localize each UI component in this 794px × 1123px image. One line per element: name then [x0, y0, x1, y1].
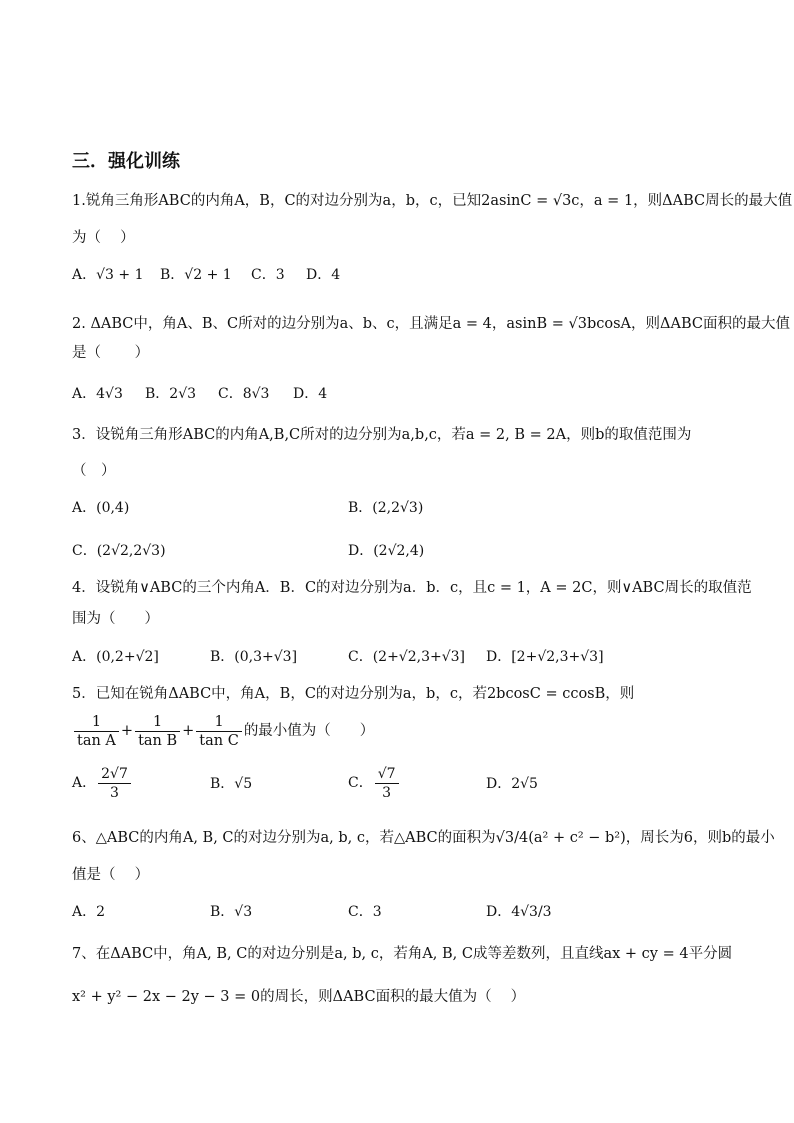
- fraction-1-over-tan-c: $\frac{1}{\text{tan C}}$: [196, 713, 242, 750]
- question-7-line-1: 7、在ΔABC中，角A, B, C的对边分别是a, b, c，若角A, B, C成等差数列，且直线ax + cy = 4平分圆: [72, 946, 733, 962]
- question-6-line-2: 值是（ ）: [72, 867, 150, 883]
- question-5-option-d: D．2√5: [486, 776, 538, 792]
- question-4-line-1: 4．设锐角∨ABC的三个内角A．B．C的对边分别为a．b．c，且c = 1，A = 2C，则∨ABC周长的取值范: [72, 580, 752, 596]
- fraction-1-over-tan-a: $\frac{1}{\text{tan A}}$: [74, 713, 119, 750]
- question-6-option-c: C．3: [348, 904, 382, 920]
- question-6-option-d: D．4√3/3: [486, 904, 552, 920]
- question-5-line-1: 5．已知在锐角ΔABC中，角A，B，C的对边分别为a，b，c，若2bcosC = ccosB，则: [72, 686, 635, 702]
- question-6-option-b: B．√3: [210, 904, 253, 920]
- question-5-option-c: C． $\frac{√7}{3}$: [348, 764, 401, 802]
- question-3-option-c: C．(2√2,2√3): [72, 543, 166, 559]
- question-1-option-a: A．√3 + 1: [72, 267, 144, 283]
- question-1-option-c: C．3: [251, 267, 285, 283]
- question-4-option-c: C．(2+√2,3+√3]: [348, 649, 466, 665]
- question-4-option-a: A．(0,2+√2]: [72, 649, 159, 665]
- question-4-line-2: 围为（ ）: [72, 611, 159, 627]
- question-3-line-2: （ ）: [72, 463, 116, 479]
- question-4-option-d: D．[2+√2,3+√3]: [486, 649, 604, 665]
- question-5-option-b: B．√5: [210, 776, 253, 792]
- question-6-option-a: A．2: [72, 904, 106, 920]
- section-title: 三．强化训练: [72, 151, 180, 172]
- question-5-option-a: A． $\frac{2√7}{3}$: [72, 764, 133, 802]
- fraction-1-over-tan-b: $\frac{1}{\text{tan B}}$: [135, 713, 180, 750]
- question-2-option-d: D．4: [293, 386, 328, 402]
- question-1-line-2: 为（ ）: [72, 230, 135, 246]
- question-2-option-b: B．2√3: [145, 386, 197, 402]
- question-3-option-b: B．(2,2√3): [348, 500, 424, 516]
- question-1-option-d: D．4: [306, 267, 341, 283]
- question-2-option-a: A．4√3: [72, 386, 123, 402]
- question-5-line-2: $\frac{1}{\text{tan A}}$ + $\frac{1}{\text{tan B}}$ + $\frac{1}{\text{tan C}}$ 的最小值为（ ）: [72, 712, 374, 750]
- question-1-option-b: B．√2 + 1: [160, 267, 232, 283]
- question-1-line-1: 1.锐角三角形ABC的内角A，B，C的对边分别为a，b，c，已知2asinC = √3c，a = 1，则ΔABC周长的最大值: [72, 193, 793, 209]
- question-2-line-2: 是（ ）: [72, 345, 150, 361]
- question-2-option-c: C．8√3: [218, 386, 270, 402]
- question-2-line-1: 2. ΔABC中，角A、B、C所对的边分别为a、b、c，且满足a = 4，asinB = √3bcosA，则ΔABC面积的最大值: [72, 316, 790, 332]
- question-6-line-1: 6、△ABC的内角A, B, C的对边分别为a, b, c，若△ABC的面积为√3/4(a² + c² − b²)，周长为6，则b的最小: [72, 830, 775, 846]
- question-3-line-1: 3．设锐角三角形ABC的内角A,B,C所对的边分别为a,b,c，若a = 2, B = 2A，则b的取值范围为: [72, 427, 692, 443]
- question-3-option-a: A．(0,4): [72, 500, 130, 516]
- question-3-option-d: D．(2√2,4): [348, 543, 425, 559]
- question-4-option-b: B．(0,3+√3]: [210, 649, 298, 665]
- question-7-line-2: x² + y² − 2x − 2y − 3 = 0的周长，则ΔABC面积的最大值为（ ）: [72, 989, 526, 1005]
